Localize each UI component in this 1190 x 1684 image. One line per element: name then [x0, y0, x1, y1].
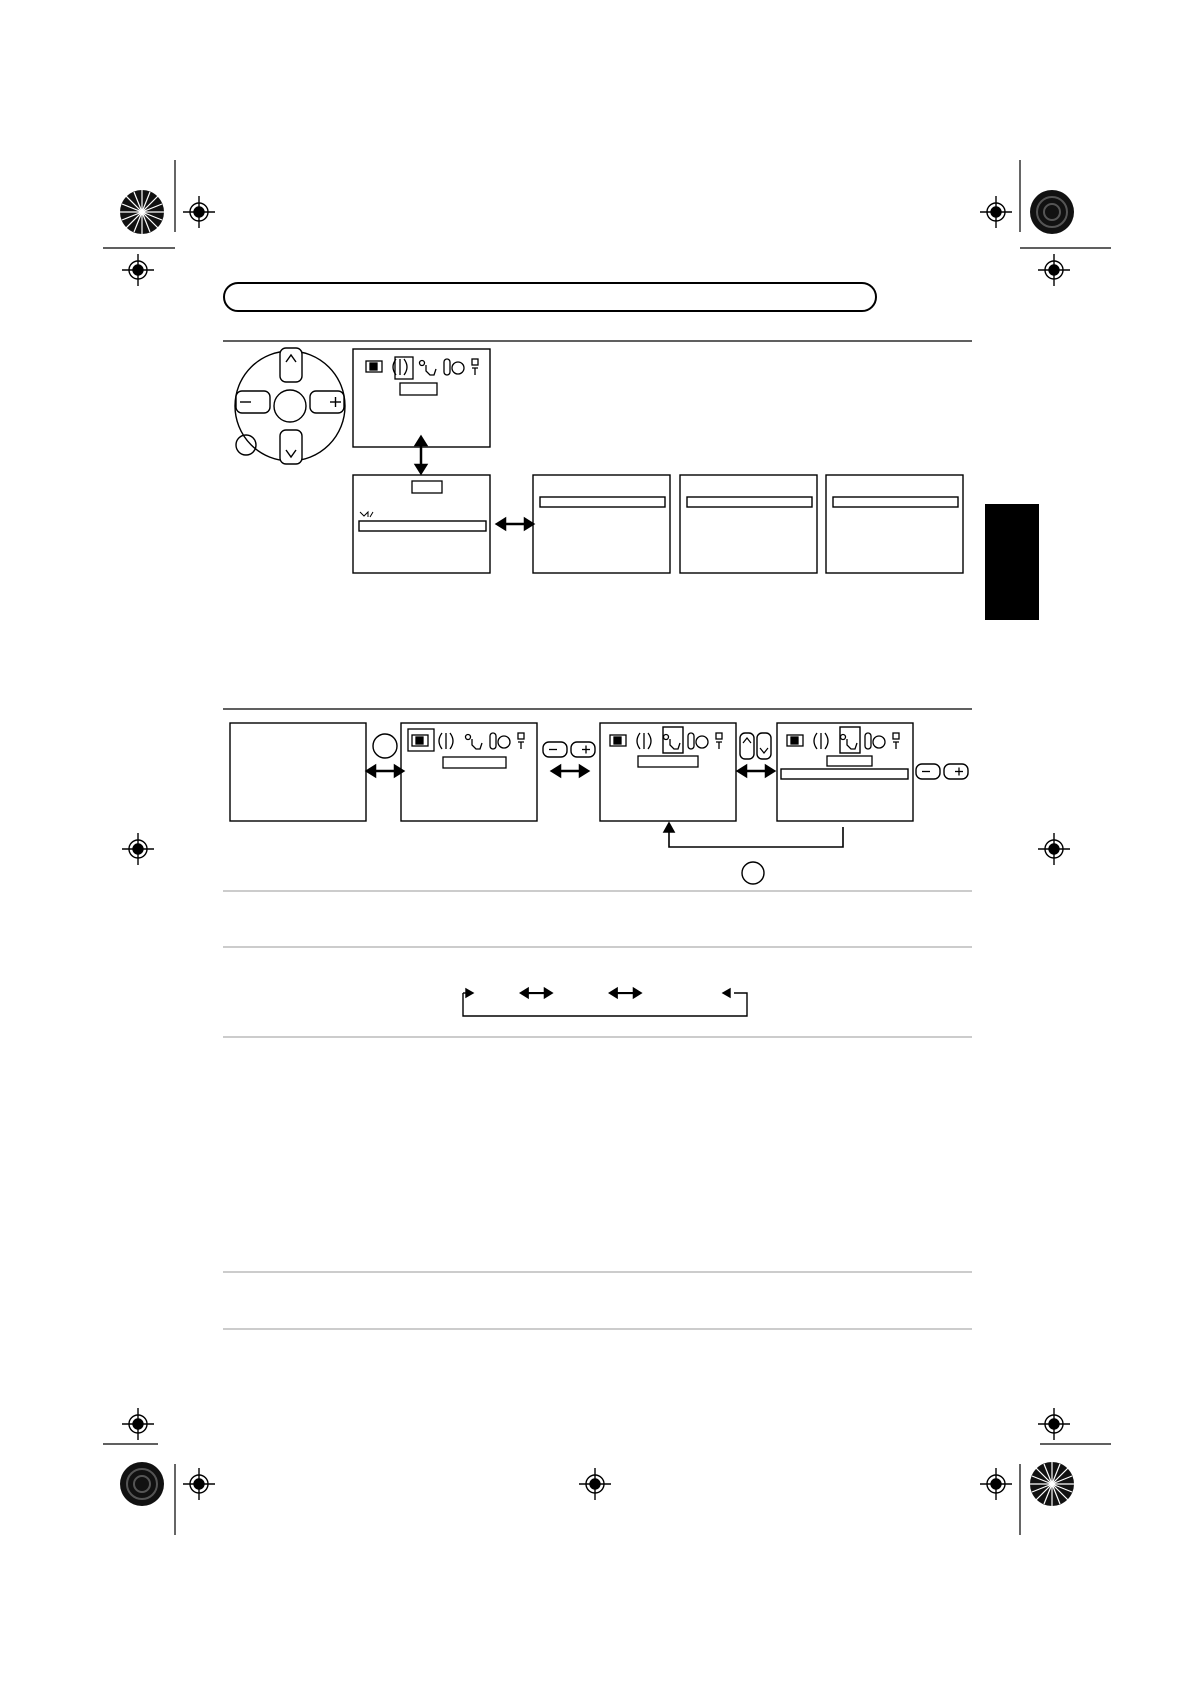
starburst-mark: [1030, 190, 1074, 234]
registration-mark: [1038, 833, 1070, 865]
double-arrow-icon: [610, 989, 641, 998]
menu-screen: [353, 475, 490, 573]
double-arrow-icon: [552, 766, 588, 776]
menu-screen: [777, 723, 913, 821]
double-arrow-icon: [367, 766, 403, 776]
dpad-icon: [235, 348, 345, 464]
registration-mark: [1038, 1408, 1070, 1440]
registration-mark: [183, 196, 215, 228]
menu-screen: [353, 349, 490, 447]
loop-arrow-icon: [463, 989, 747, 1016]
registration-mark: [980, 196, 1012, 228]
plus-button-icon: [944, 764, 968, 779]
minus-button-icon: [916, 764, 940, 779]
registration-mark: [1038, 254, 1070, 286]
double-arrow-icon: [497, 519, 533, 529]
starburst-mark: [1030, 1462, 1074, 1506]
registration-mark: [122, 1408, 154, 1440]
ok-button-icon: [373, 734, 397, 758]
starburst-mark: [120, 1462, 164, 1506]
registration-mark: [122, 833, 154, 865]
registration-mark: [579, 1468, 611, 1500]
menu-screen: [826, 475, 963, 573]
menu-screen: [401, 723, 537, 821]
plus-button-icon: [571, 742, 595, 757]
menu-screen: [533, 475, 670, 573]
menu-screen: [680, 475, 817, 573]
minus-button-icon: [543, 742, 567, 757]
up-button-icon: [740, 733, 754, 759]
double-arrow-icon: [738, 766, 774, 776]
registration-mark: [980, 1468, 1012, 1500]
double-arrow-icon: [521, 989, 552, 998]
ok-button-icon: [742, 862, 764, 884]
double-arrow-icon: [416, 437, 426, 473]
menu-screen: [600, 723, 736, 821]
registration-mark: [122, 254, 154, 286]
tv-screen: [230, 723, 366, 821]
loop-arrow-icon: [664, 823, 843, 847]
down-button-icon: [757, 733, 771, 759]
starburst-mark: [120, 190, 164, 234]
registration-mark: [183, 1468, 215, 1500]
